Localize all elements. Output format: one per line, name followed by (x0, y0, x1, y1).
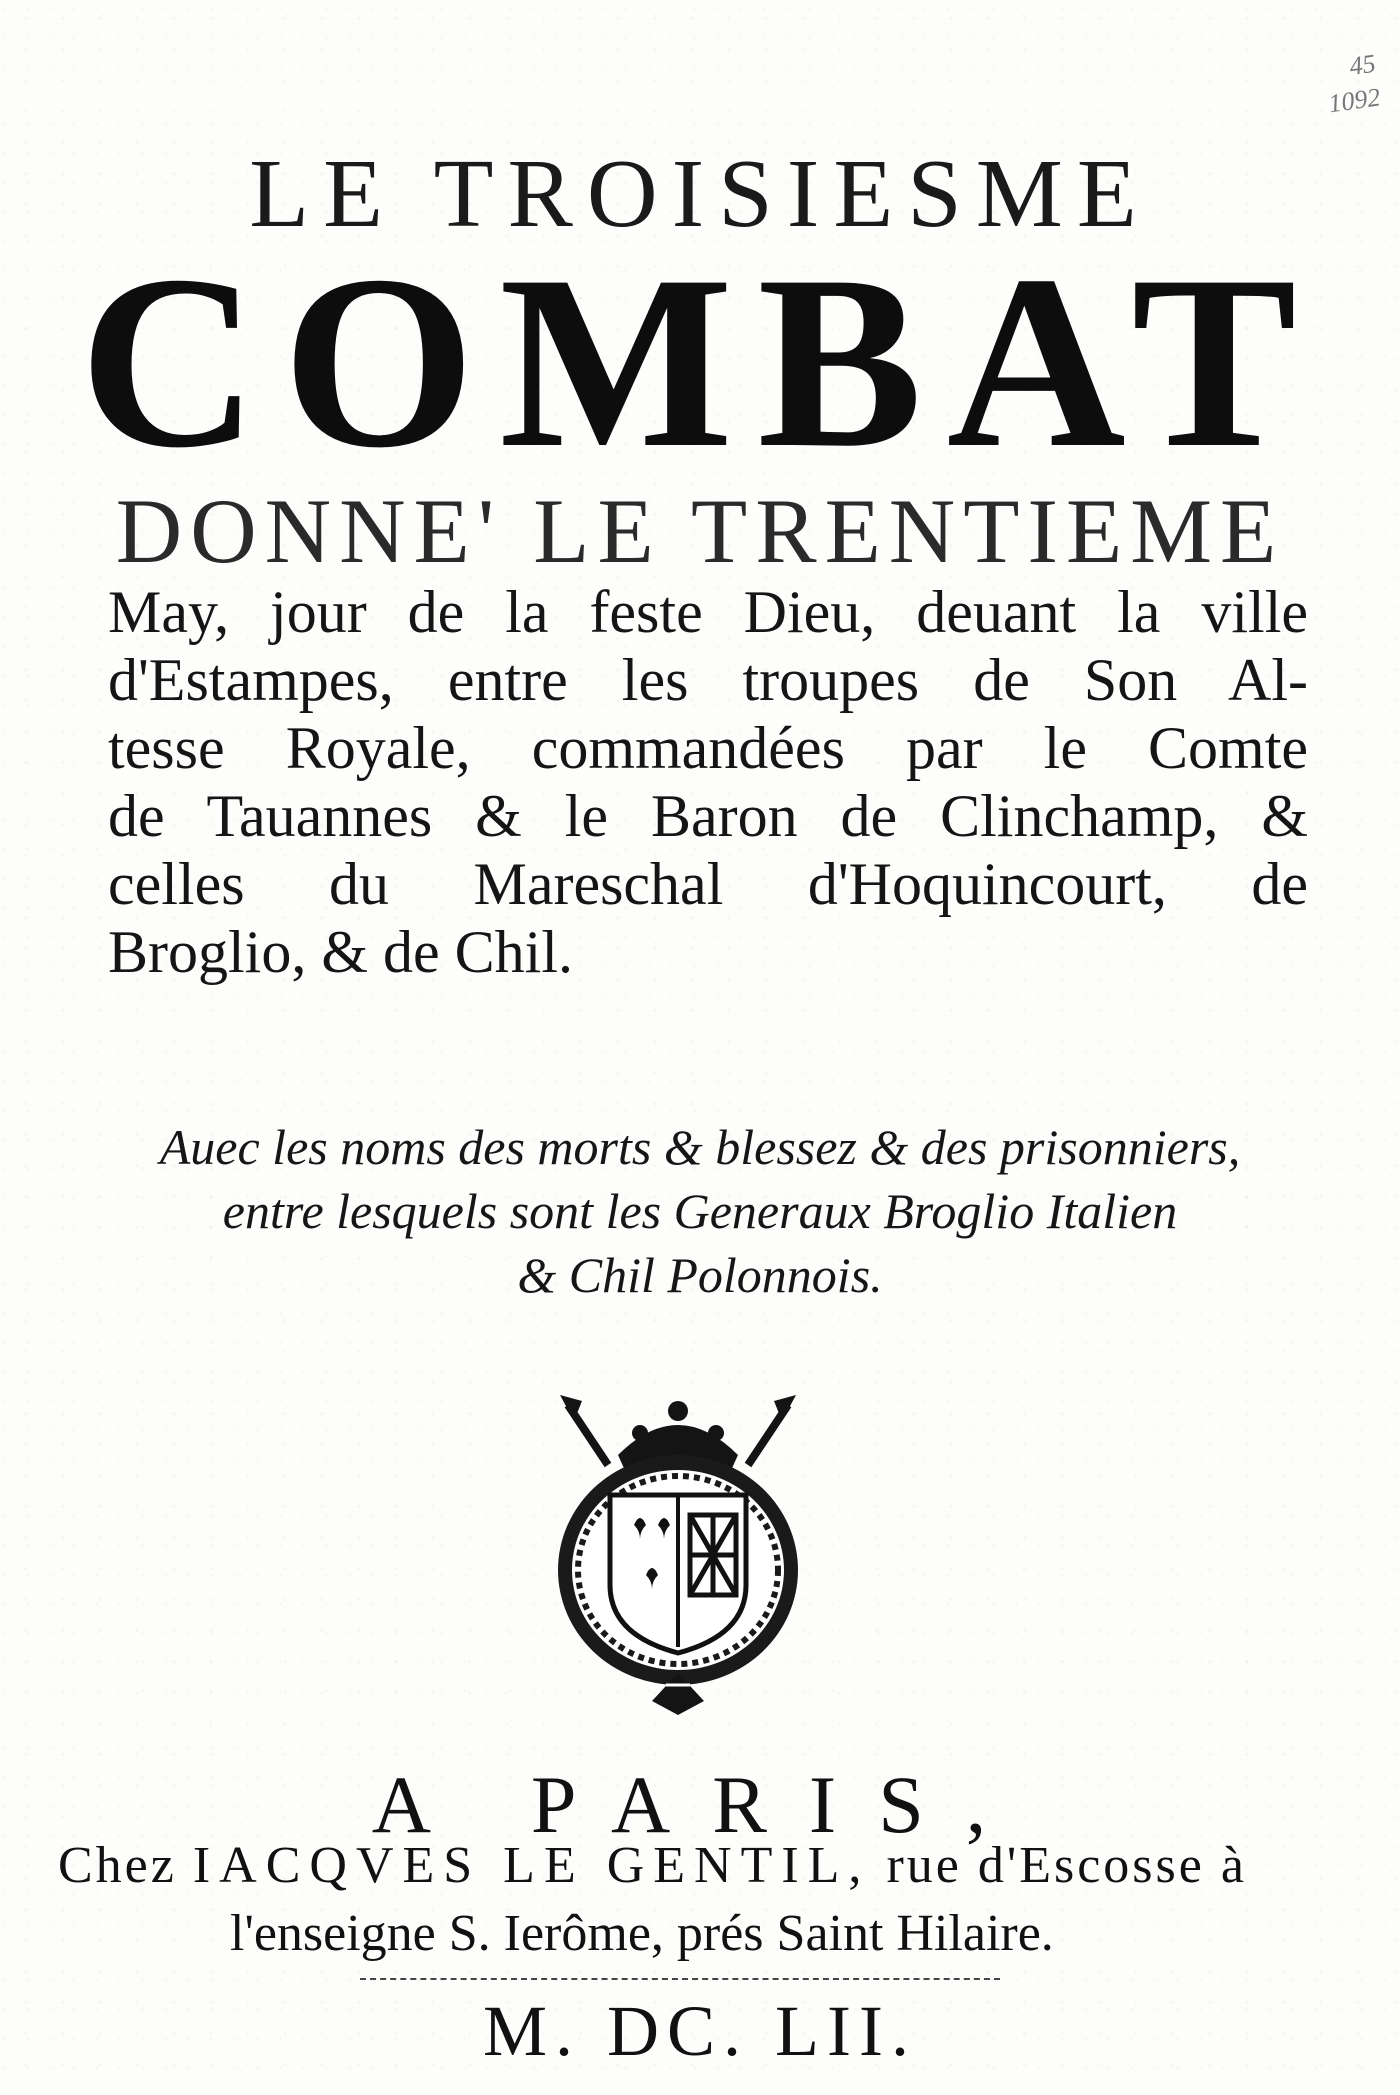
description-line: de Tauannes & le Baron de Clinchamp, & (108, 783, 1308, 849)
subtitle-italic (0, 1115, 1400, 1307)
subtitle-line: entre lesquels sont les Generaux Broglio Italien (222, 1183, 1178, 1239)
publisher-suffix: rue d'Escosse à (886, 1837, 1247, 1894)
subtitle-line: & Chil Polonnois. (517, 1247, 883, 1303)
publisher-prefix: Chez (58, 1837, 177, 1894)
description-line: May, jour de la feste Dieu, deuant la ville (108, 579, 1308, 645)
title-description (108, 578, 1308, 986)
imprint-year: M. DC. LII. (483, 1991, 917, 2071)
title-line-donne: DONNE' LE TRENTIEME (115, 480, 1285, 582)
imprint-divider (360, 1978, 1000, 1980)
subtitle-line: Auec les noms des morts & blessez & des prisonniers, (159, 1119, 1241, 1175)
imprint-address: l'enseigne S. Ierôme, prés Saint Hilaire. (230, 1905, 1054, 1962)
description-line: tesse Royale, commandées par le Comte (108, 715, 1308, 781)
imprint-city: A PARIS, (371, 1759, 1029, 1850)
description-line: Broglio, & de Chil. (108, 919, 573, 985)
description-line: d'Estampes, entre les troupes de Son Al- (108, 647, 1308, 713)
title-line-troisiesme: LE TROISIESME (249, 140, 1151, 248)
corner-annotation: 45 1092 (1326, 48, 1383, 119)
imprint-publisher (58, 1836, 1358, 1895)
title-line-combat: COMBAT (79, 224, 1321, 499)
royal-arms-seal-icon (548, 1385, 808, 1715)
description-line: celles du Mareschal d'Hoquincourt, de (108, 851, 1308, 917)
publisher-name: IACQVES LE GENTIL, (192, 1837, 871, 1894)
